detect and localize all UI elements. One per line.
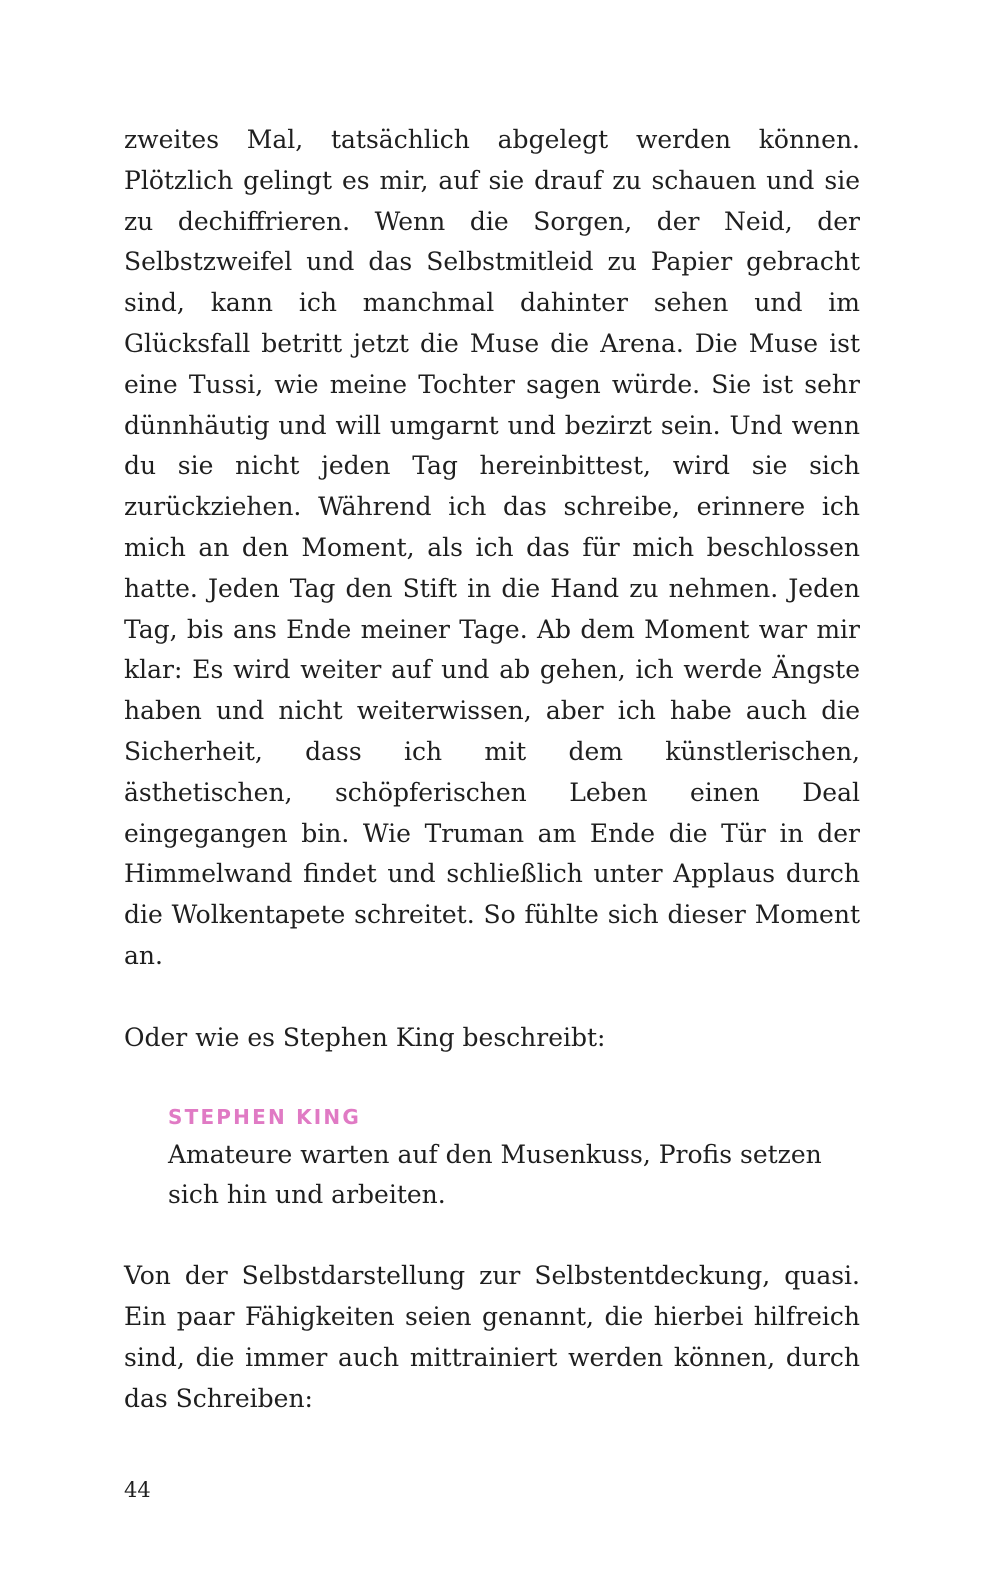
after-quote-paragraph: Von der Selbstdarstellung zur Selbstentdeckung, quasi. Ein paar Fähigkeiten seien genannt, die hierbei hilfreich sind, die immer auch mittrainiert werden können, durch das Schreiben: [124, 1261, 860, 1413]
page-number: 44 [124, 1478, 151, 1502]
main-paragraph: zweites Mal, tatsächlich abgelegt werden können. Plötzlich gelingt es mir, auf sie drauf zu schauen und sie zu dechiffrieren. Wenn die Sorgen, der Neid, der Selbstzweifel und das Selbstmitleid zu Papier gebracht sind, kann ich manchmal dahinter sehen und im Glücksfall betritt jetzt die Muse die Arena. Die Muse ist eine Tussi, wie meine Tochter sagen würde. Sie ist sehr dünnhäutig und will umgarnt und bezirzt sein. Und wenn du sie nicht jeden Tag hereinbittest, wird sie sich zurückziehen. Während ich das schreibe, erinnere ich mich an den Moment, als ich das für mich beschlossen hatte. Jeden Tag den Stift in die Hand zu nehmen. Jeden Tag, bis ans Ende meiner Tage. Ab dem Moment war mir klar: Es wird weiter auf und ab gehen, ich werde Ängste haben und nicht weiterwissen, aber ich habe auch die Sicherheit, dass ich mit dem künstlerischen, ästhetischen, schöpferischen Leben einen Deal eingegangen bin. Wie Truman am Ende die Tür in der Himmelwand findet und schließlich unter Applaus durch die Wolkentapete schreitet. So fühlte sich dieser Moment an. [124, 125, 860, 970]
quote-block [168, 1103, 828, 1217]
quote-intro-paragraph: Oder wie es Stephen King beschreibt: [124, 1022, 606, 1052]
quote-text: Amateure warten auf den Musenkuss, Profis setzen sich hin und arbeiten. [168, 1139, 822, 1210]
quote-author: STEPHEN KING [168, 1104, 361, 1129]
page-body [124, 120, 860, 1419]
